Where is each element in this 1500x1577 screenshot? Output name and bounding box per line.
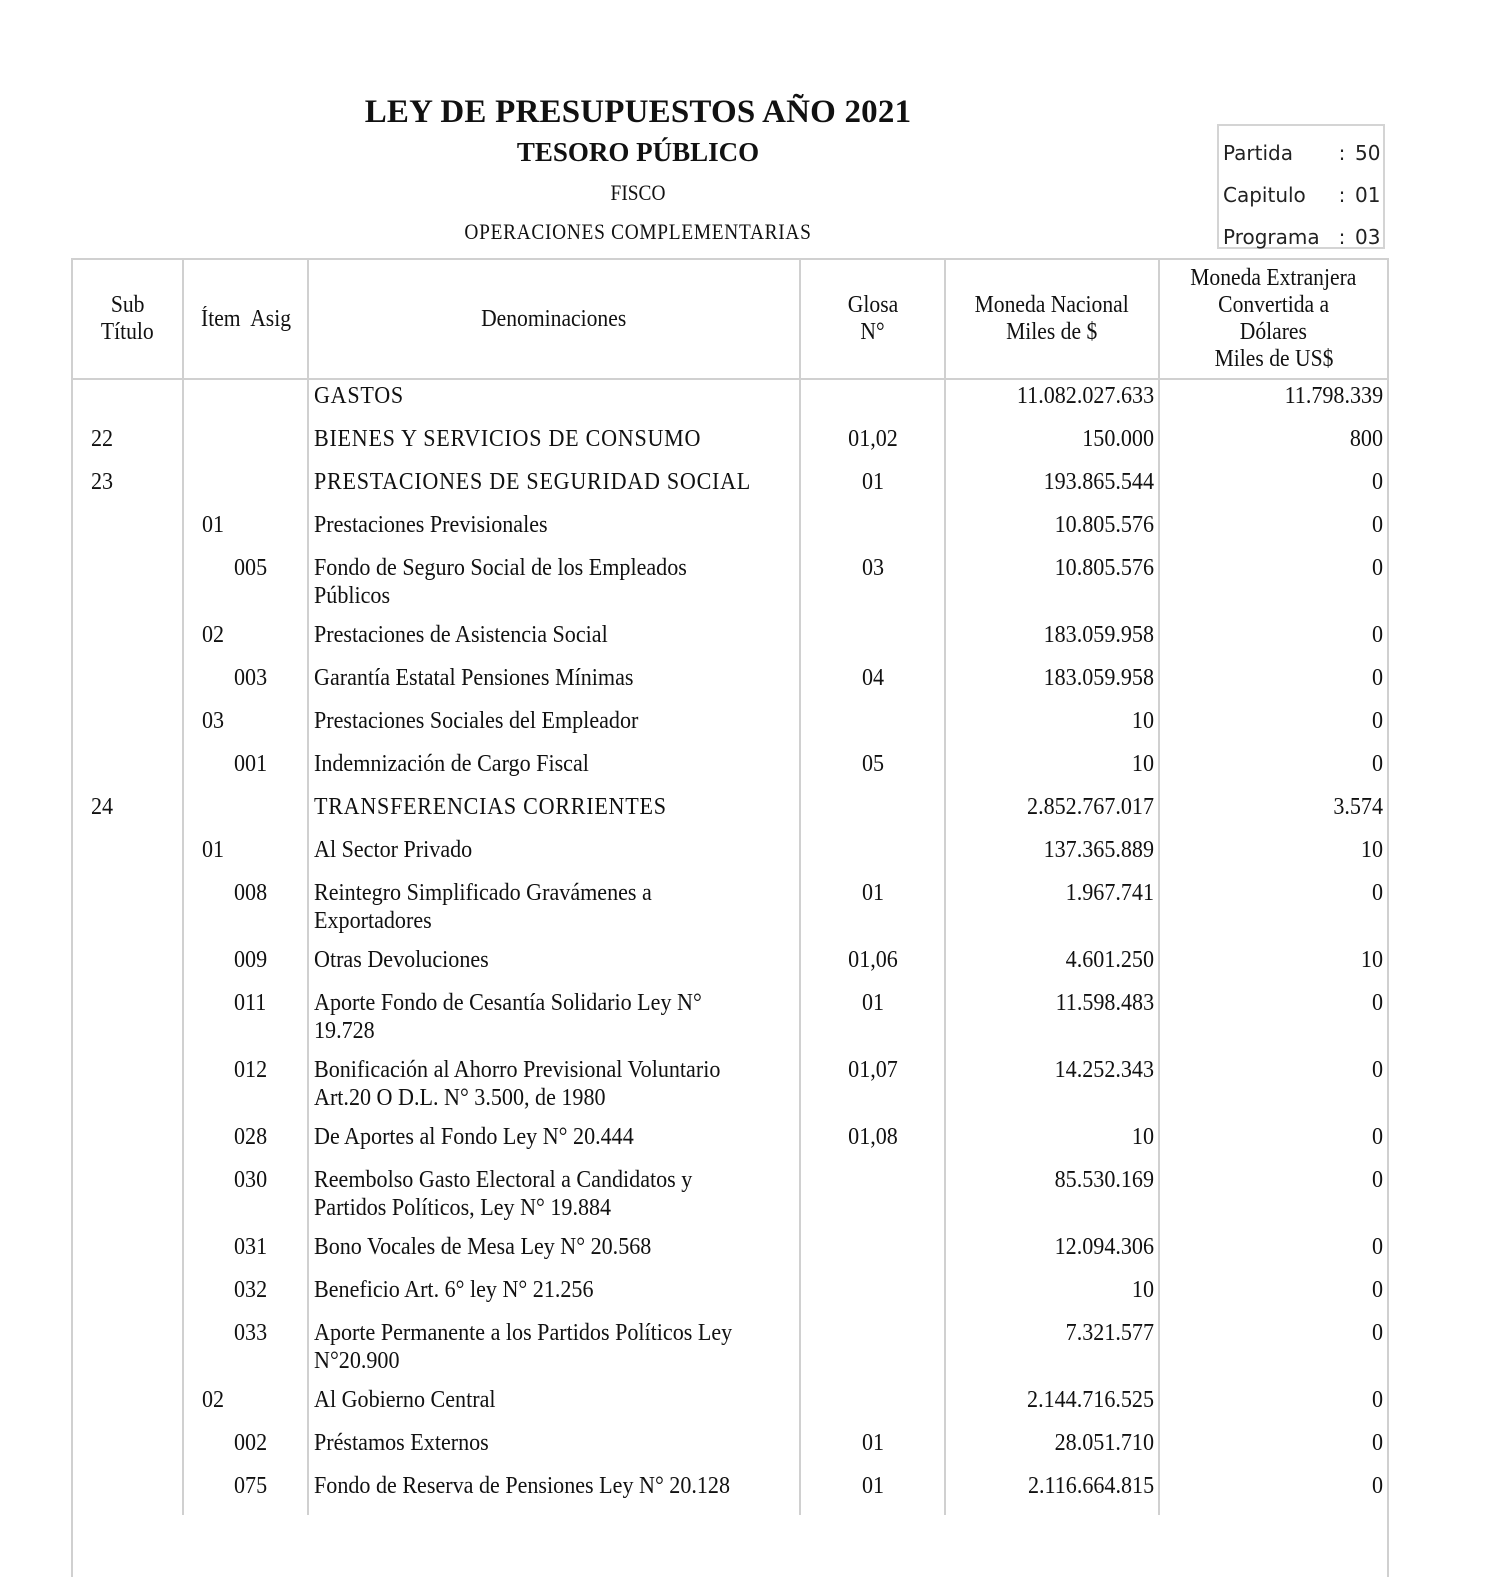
table-row	[72, 664, 1388, 707]
moneda-extranjera-cell	[1159, 1386, 1388, 1429]
subtitulo-cell	[72, 664, 183, 707]
moneda-nacional-cell	[945, 1429, 1159, 1472]
separator: :	[1338, 225, 1346, 249]
moneda-extranjera-cell	[1159, 425, 1388, 468]
moneda-extranjera-amount: 0	[1371, 751, 1383, 777]
denominacion-cell	[308, 664, 800, 707]
table-row	[72, 1276, 1388, 1319]
glosa-number: 01	[861, 1430, 884, 1456]
item-asig-cell	[183, 750, 308, 793]
partida-row	[1219, 132, 1383, 174]
moneda-extranjera-amount: 0	[1371, 512, 1383, 538]
table-row	[72, 946, 1388, 989]
item-asig-cell	[183, 989, 308, 1056]
denominacion-text: Públicos	[314, 583, 391, 609]
subtitulo-cell	[72, 793, 183, 836]
asignacion-code: 011	[234, 990, 267, 1016]
denominacion-cell	[308, 621, 800, 664]
glosa-number: 01,02	[847, 426, 898, 452]
moneda-extranjera-amount: 0	[1371, 1057, 1383, 1083]
moneda-extranjera-amount: 0	[1371, 1167, 1383, 1193]
asignacion-code: 001	[234, 751, 268, 777]
subtitulo-cell	[72, 1386, 183, 1429]
moneda-extranjera-cell	[1159, 989, 1388, 1056]
item-asig-cell	[183, 1386, 308, 1429]
denominacion-text: Bono Vocales de Mesa Ley N° 20.568	[314, 1234, 652, 1260]
moneda-nacional-amount: 85.530.169	[1054, 1167, 1154, 1193]
table-row	[72, 425, 1388, 468]
moneda-nacional-amount: 183.059.958	[1043, 622, 1154, 648]
item-asig-cell	[183, 425, 308, 468]
col-header-subtitulo: Sub Título	[72, 259, 183, 379]
capitulo-value: 01	[1355, 183, 1381, 207]
moneda-nacional-amount: 4.601.250	[1065, 947, 1154, 973]
denominacion-cell	[308, 793, 800, 836]
glosa-cell	[800, 750, 945, 793]
separator: :	[1338, 141, 1346, 165]
subtitulo-cell	[72, 1429, 183, 1472]
moneda-extranjera-cell	[1159, 1276, 1388, 1319]
moneda-nacional-amount: 10	[1131, 1124, 1154, 1150]
denominacion-cell	[308, 1276, 800, 1319]
moneda-extranjera-cell	[1159, 1123, 1388, 1166]
item-asig-cell	[183, 664, 308, 707]
subtitulo-cell	[72, 836, 183, 879]
asignacion-code: 033	[234, 1320, 268, 1346]
denominacion-text: Prestaciones Previsionales	[314, 512, 548, 538]
denominacion-cell	[308, 1233, 800, 1276]
moneda-extranjera-amount: 3.574	[1333, 794, 1383, 820]
moneda-extranjera-amount: 0	[1371, 1320, 1383, 1346]
glosa-number: 05	[861, 751, 884, 777]
document-title: LEY DE PRESUPUESTOS AÑO 2021	[364, 94, 912, 130]
moneda-extranjera-cell	[1159, 750, 1388, 793]
glosa-cell	[800, 1429, 945, 1472]
moneda-nacional-amount: 10	[1131, 708, 1154, 734]
denominacion-cell	[308, 1472, 800, 1515]
asignacion-code: 032	[234, 1277, 268, 1303]
subtitulo-cell	[72, 379, 183, 425]
glosa-cell	[800, 879, 945, 946]
moneda-extranjera-amount: 0	[1371, 1473, 1383, 1499]
moneda-nacional-cell	[945, 946, 1159, 989]
item-asig-cell	[183, 793, 308, 836]
denominacion-text: Beneficio Art. 6° ley N° 21.256	[314, 1277, 594, 1303]
table-row	[72, 989, 1388, 1056]
item-asig-cell	[183, 554, 308, 621]
moneda-nacional-amount: 11.082.027.633	[1016, 383, 1154, 409]
moneda-nacional-cell	[945, 425, 1159, 468]
glosa-number: 01	[861, 469, 884, 495]
moneda-extranjera-amount: 0	[1371, 990, 1383, 1016]
moneda-nacional-amount: 137.365.889	[1043, 837, 1154, 863]
glosa-number: 04	[861, 665, 884, 691]
moneda-nacional-cell	[945, 1386, 1159, 1429]
moneda-extranjera-amount: 11.798.339	[1284, 383, 1383, 409]
glosa-cell	[800, 1233, 945, 1276]
subtitulo-cell	[72, 946, 183, 989]
moneda-nacional-cell	[945, 554, 1159, 621]
moneda-extranjera-cell	[1159, 511, 1388, 554]
denominacion-cell	[308, 946, 800, 989]
moneda-extranjera-cell	[1159, 793, 1388, 836]
glosa-cell	[800, 621, 945, 664]
asignacion-code: 005	[234, 555, 268, 581]
moneda-extranjera-cell	[1159, 1472, 1388, 1515]
item-asig-cell	[183, 621, 308, 664]
subtitulo-cell	[72, 1233, 183, 1276]
moneda-nacional-cell	[945, 707, 1159, 750]
table-row	[72, 793, 1388, 836]
moneda-extranjera-amount: 0	[1371, 1277, 1383, 1303]
asignacion-code: 075	[234, 1473, 268, 1499]
denominacion-text: Fondo de Seguro Social de los Empleados	[314, 555, 687, 581]
denominacion-text: Exportadores	[314, 908, 432, 934]
item-code: 02	[202, 1387, 225, 1413]
table-row	[72, 1056, 1388, 1123]
moneda-nacional-amount: 183.059.958	[1043, 665, 1154, 691]
asignacion-code: 003	[234, 665, 268, 691]
moneda-nacional-amount: 2.852.767.017	[1027, 794, 1154, 820]
moneda-extranjera-amount: 0	[1371, 665, 1383, 691]
item-code: 03	[202, 708, 225, 734]
partida-label: Partida	[1223, 141, 1293, 165]
moneda-nacional-amount: 150.000	[1082, 426, 1154, 452]
subtitulo-code: 22	[91, 426, 114, 452]
subtitulo-cell	[72, 621, 183, 664]
programa-row	[1219, 216, 1383, 258]
denominacion-text: Bonificación al Ahorro Previsional Voluntario	[314, 1057, 721, 1083]
asignacion-code: 002	[234, 1430, 268, 1456]
glosa-cell	[800, 1276, 945, 1319]
moneda-nacional-cell	[945, 1472, 1159, 1515]
denominacion-text: De Aportes al Fondo Ley N° 20.444	[314, 1124, 634, 1150]
table-row	[72, 1472, 1388, 1515]
document-subtitle: TESORO PÚBLICO	[516, 137, 760, 167]
glosa-cell	[800, 554, 945, 621]
item-asig-cell	[183, 1056, 308, 1123]
denominacion-cell	[308, 750, 800, 793]
table-row	[72, 1233, 1388, 1276]
item-code: 01	[202, 837, 225, 863]
item-asig-cell	[183, 1276, 308, 1319]
denominacion-text: N°20.900	[314, 1348, 400, 1374]
classification-box	[1217, 124, 1385, 249]
item-asig-cell	[183, 707, 308, 750]
glosa-cell	[800, 1319, 945, 1386]
moneda-nacional-amount: 10.805.576	[1054, 512, 1154, 538]
partida-value: 50	[1355, 141, 1381, 165]
item-asig-cell	[183, 836, 308, 879]
subtitulo-cell	[72, 425, 183, 468]
glosa-cell	[800, 793, 945, 836]
program-name: OPERACIONES COMPLEMENTARIAS	[464, 219, 812, 244]
denominacion-text: BIENES Y SERVICIOS DE CONSUMO	[314, 426, 702, 452]
moneda-nacional-cell	[945, 511, 1159, 554]
moneda-extranjera-cell	[1159, 1056, 1388, 1123]
moneda-nacional-cell	[945, 468, 1159, 511]
subtitulo-cell	[72, 1472, 183, 1515]
table-row	[72, 1429, 1388, 1472]
col-header-moneda-extranjera: Moneda Extranjera Convertida a Dólares Miles de US$	[1159, 259, 1388, 379]
item-asig-cell	[183, 1233, 308, 1276]
programa-label: Programa	[1223, 225, 1320, 249]
subtitulo-cell	[72, 554, 183, 621]
denominacion-text: 19.728	[314, 1018, 375, 1044]
glosa-cell	[800, 946, 945, 989]
moneda-nacional-cell	[945, 836, 1159, 879]
budget-table	[71, 258, 1389, 1577]
moneda-extranjera-amount: 0	[1371, 1430, 1383, 1456]
denominacion-text: Al Gobierno Central	[314, 1387, 496, 1413]
glosa-cell	[800, 468, 945, 511]
item-asig-cell	[183, 379, 308, 425]
glosa-number: 01	[861, 1473, 884, 1499]
denominacion-cell	[308, 554, 800, 621]
denominacion-text: Reintegro Simplificado Gravámenes a	[314, 880, 652, 906]
col-header-glosa: Glosa N°	[800, 259, 945, 379]
item-asig-cell	[183, 1166, 308, 1233]
moneda-extranjera-cell	[1159, 707, 1388, 750]
glosa-cell	[800, 836, 945, 879]
glosa-cell	[800, 425, 945, 468]
glosa-cell	[800, 379, 945, 425]
item-code: 02	[202, 622, 225, 648]
table-row	[72, 1386, 1388, 1429]
document-header	[340, 92, 936, 245]
moneda-extranjera-cell	[1159, 879, 1388, 946]
denominacion-text: Indemnización de Cargo Fiscal	[314, 751, 589, 777]
moneda-nacional-amount: 28.051.710	[1054, 1430, 1154, 1456]
subtitulo-cell	[72, 1276, 183, 1319]
glosa-number: 01	[861, 880, 884, 906]
item-asig-cell	[183, 468, 308, 511]
glosa-cell	[800, 1056, 945, 1123]
moneda-extranjera-cell	[1159, 664, 1388, 707]
moneda-extranjera-cell	[1159, 946, 1388, 989]
table-row	[72, 468, 1388, 511]
table-row	[72, 836, 1388, 879]
moneda-extranjera-cell	[1159, 1319, 1388, 1386]
asignacion-code: 012	[234, 1057, 268, 1083]
moneda-nacional-cell	[945, 793, 1159, 836]
moneda-extranjera-cell	[1159, 1429, 1388, 1472]
denominacion-text: Aporte Fondo de Cesantía Solidario Ley N°	[314, 990, 702, 1016]
glosa-number: 01,08	[847, 1124, 898, 1150]
denominacion-cell	[308, 511, 800, 554]
denominacion-text: Art.20 O D.L. N° 3.500, de 1980	[314, 1085, 606, 1111]
denominacion-text: PRESTACIONES DE SEGURIDAD SOCIAL	[314, 469, 752, 495]
denominacion-text: Garantía Estatal Pensiones Mínimas	[314, 665, 634, 691]
denominacion-text: Prestaciones de Asistencia Social	[314, 622, 608, 648]
asignacion-code: 028	[234, 1124, 268, 1150]
moneda-nacional-cell	[945, 750, 1159, 793]
table-row	[72, 621, 1388, 664]
moneda-extranjera-amount: 10	[1360, 837, 1383, 863]
subtitulo-cell	[72, 468, 183, 511]
moneda-nacional-amount: 1.967.741	[1065, 880, 1154, 906]
table-row	[72, 379, 1388, 425]
moneda-nacional-cell	[945, 379, 1159, 425]
denominacion-cell	[308, 1429, 800, 1472]
moneda-nacional-cell	[945, 1276, 1159, 1319]
subtitulo-cell	[72, 1166, 183, 1233]
denominacion-cell	[308, 1123, 800, 1166]
moneda-extranjera-amount: 0	[1371, 1387, 1383, 1413]
subtitulo-cell	[72, 750, 183, 793]
subtitulo-cell	[72, 1056, 183, 1123]
moneda-extranjera-cell	[1159, 621, 1388, 664]
separator: :	[1338, 183, 1346, 207]
moneda-nacional-cell	[945, 879, 1159, 946]
moneda-nacional-amount: 14.252.343	[1054, 1057, 1154, 1083]
moneda-extranjera-amount: 0	[1371, 1234, 1383, 1260]
denominacion-text: GASTOS	[314, 383, 404, 409]
moneda-extranjera-amount: 0	[1371, 622, 1383, 648]
subtitulo-cell	[72, 511, 183, 554]
subtitulo-cell	[72, 707, 183, 750]
moneda-extranjera-amount: 0	[1371, 708, 1383, 734]
glosa-number: 03	[861, 555, 884, 581]
moneda-nacional-cell	[945, 1166, 1159, 1233]
glosa-cell	[800, 1166, 945, 1233]
denominacion-text: Aporte Permanente a los Partidos Políticos Ley	[314, 1320, 733, 1346]
table-header-row	[72, 259, 1388, 379]
denominacion-cell	[308, 379, 800, 425]
moneda-nacional-amount: 10	[1131, 1277, 1154, 1303]
moneda-nacional-cell	[945, 989, 1159, 1056]
subtitulo-cell	[72, 989, 183, 1056]
denominacion-cell	[308, 1386, 800, 1429]
item-asig-cell	[183, 1319, 308, 1386]
denominacion-text: Reembolso Gasto Electoral a Candidatos y	[314, 1167, 693, 1193]
moneda-extranjera-cell	[1159, 1233, 1388, 1276]
moneda-nacional-amount: 7.321.577	[1065, 1320, 1154, 1346]
subtitulo-cell	[72, 1319, 183, 1386]
col-header-moneda-nacional: Moneda Nacional Miles de $	[945, 259, 1159, 379]
col-header-denominaciones: Denominaciones	[308, 259, 800, 379]
glosa-number: 01,06	[847, 947, 898, 973]
denominacion-text: TRANSFERENCIAS CORRIENTES	[314, 794, 667, 820]
moneda-extranjera-amount: 800	[1349, 426, 1383, 452]
denominacion-cell	[308, 989, 800, 1056]
glosa-cell	[800, 1472, 945, 1515]
denominacion-text: Al Sector Privado	[314, 837, 473, 863]
denominacion-cell	[308, 1056, 800, 1123]
glosa-number: 01	[861, 990, 884, 1016]
table-row	[72, 554, 1388, 621]
moneda-nacional-amount: 10.805.576	[1054, 555, 1154, 581]
moneda-extranjera-amount: 0	[1371, 469, 1383, 495]
moneda-nacional-cell	[945, 621, 1159, 664]
moneda-nacional-cell	[945, 1056, 1159, 1123]
denominacion-cell	[308, 707, 800, 750]
moneda-extranjera-amount: 10	[1360, 947, 1383, 973]
subtitulo-code: 24	[91, 794, 114, 820]
asignacion-code: 009	[234, 947, 268, 973]
moneda-nacional-cell	[945, 1233, 1159, 1276]
moneda-extranjera-amount: 0	[1371, 555, 1383, 581]
glosa-cell	[800, 511, 945, 554]
item-asig-cell	[183, 1472, 308, 1515]
asignacion-code: 030	[234, 1167, 268, 1193]
denominacion-text: Fondo de Reserva de Pensiones Ley N° 20.128	[314, 1473, 731, 1499]
moneda-nacional-cell	[945, 664, 1159, 707]
moneda-extranjera-cell	[1159, 554, 1388, 621]
subtitulo-code: 23	[91, 469, 114, 495]
glosa-cell	[800, 707, 945, 750]
denominacion-cell	[308, 425, 800, 468]
capitulo-label: Capitulo	[1223, 183, 1306, 207]
moneda-nacional-amount: 11.598.483	[1055, 990, 1154, 1016]
moneda-nacional-cell	[945, 1319, 1159, 1386]
denominacion-text: Préstamos Externos	[314, 1430, 489, 1456]
table-row	[72, 879, 1388, 946]
capitulo-row	[1219, 174, 1383, 216]
col-header-item-asig: Ítem Asig	[183, 259, 308, 379]
table-row	[72, 1319, 1388, 1386]
item-asig-cell	[183, 1429, 308, 1472]
moneda-nacional-amount: 2.116.664.815	[1027, 1473, 1154, 1499]
denominacion-text: Partidos Políticos, Ley N° 19.884	[314, 1195, 612, 1221]
moneda-nacional-cell	[945, 1123, 1159, 1166]
moneda-extranjera-amount: 0	[1371, 1124, 1383, 1150]
item-code: 01	[202, 512, 225, 538]
denominacion-text: Prestaciones Sociales del Empleador	[314, 708, 639, 734]
asignacion-code: 031	[234, 1234, 268, 1260]
moneda-extranjera-cell	[1159, 379, 1388, 425]
denominacion-cell	[308, 836, 800, 879]
moneda-extranjera-cell	[1159, 468, 1388, 511]
section-name: FISCO	[610, 180, 666, 205]
moneda-extranjera-cell	[1159, 836, 1388, 879]
moneda-nacional-amount: 2.144.716.525	[1027, 1387, 1154, 1413]
glosa-cell	[800, 1386, 945, 1429]
glosa-number: 01,07	[847, 1057, 898, 1083]
denominacion-text: Otras Devoluciones	[314, 947, 489, 973]
programa-value: 03	[1355, 225, 1381, 249]
moneda-extranjera-amount: 0	[1371, 880, 1383, 906]
table-row	[72, 707, 1388, 750]
item-asig-cell	[183, 946, 308, 989]
denominacion-cell	[308, 1166, 800, 1233]
glosa-cell	[800, 989, 945, 1056]
denominacion-cell	[308, 468, 800, 511]
item-asig-cell	[183, 511, 308, 554]
denominacion-cell	[308, 879, 800, 946]
subtitulo-cell	[72, 1123, 183, 1166]
glosa-cell	[800, 664, 945, 707]
table-row	[72, 1123, 1388, 1166]
item-asig-cell	[183, 1123, 308, 1166]
moneda-nacional-amount: 10	[1131, 751, 1154, 777]
item-asig-cell	[183, 879, 308, 946]
budget-table-body	[72, 379, 1388, 1515]
moneda-nacional-amount: 12.094.306	[1054, 1234, 1154, 1260]
moneda-extranjera-cell	[1159, 1166, 1388, 1233]
asignacion-code: 008	[234, 880, 268, 906]
table-row	[72, 750, 1388, 793]
table-row	[72, 1166, 1388, 1233]
subtitulo-cell	[72, 879, 183, 946]
table-row	[72, 511, 1388, 554]
moneda-nacional-amount: 193.865.544	[1043, 469, 1154, 495]
denominacion-cell	[308, 1319, 800, 1386]
glosa-cell	[800, 1123, 945, 1166]
